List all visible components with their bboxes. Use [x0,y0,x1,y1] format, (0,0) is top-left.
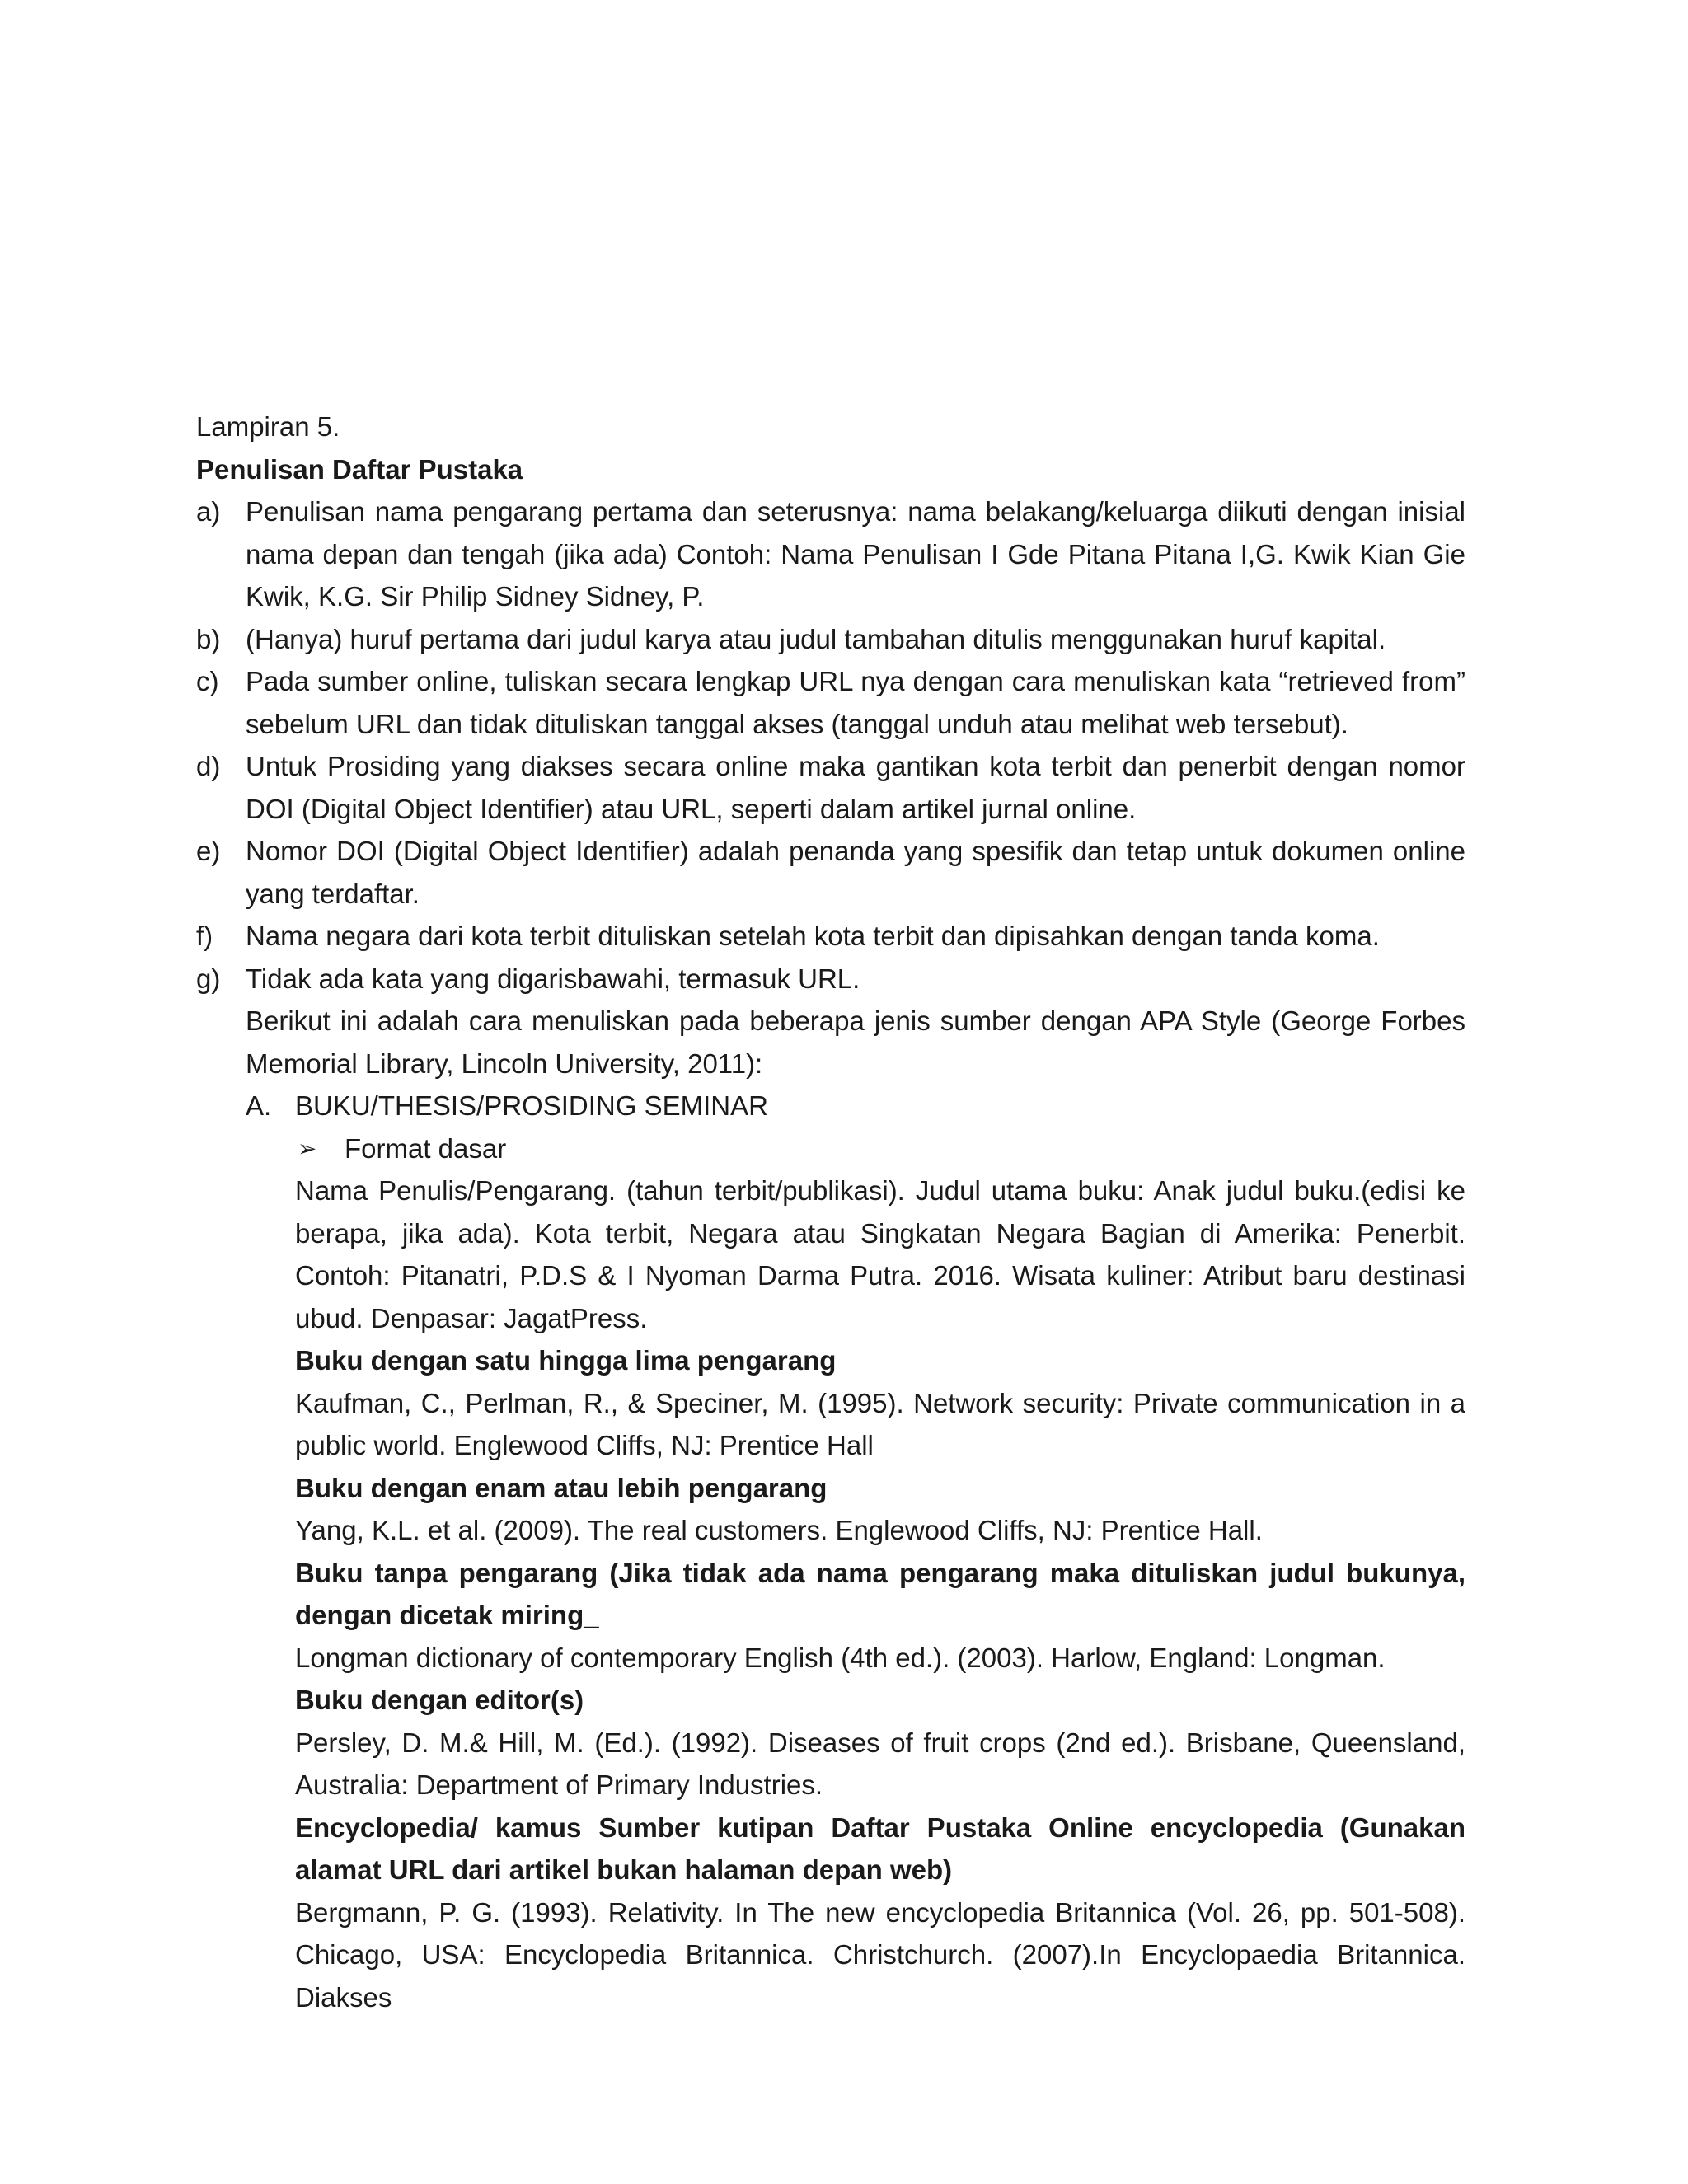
rule-marker: c) [196,666,219,696]
rule-marker: b) [196,623,221,654]
attachment-label: Lampiran 5. [196,411,340,442]
rule-text: Penulisan nama pengarang pertama dan seterusnya: nama belakang/keluarga diikuti dengan inisial nama depan dan tengah (jika ada) Contoh: Nama Penulisan I Gde Pitana Pitana I,G. Kwik Kian Gie Kwik, K.G. Sir Philip Sidney Sidney, P. [246,496,1465,612]
section-a-marker: A. [246,1090,272,1121]
example-heading: Buku dengan editor(s) [295,1685,584,1715]
rule-marker: a) [196,496,221,527]
rule-marker: f) [196,921,213,951]
format-bullet [196,1127,1465,1170]
page-content [196,405,1465,2018]
example-citation: Kaufman, C., Perlman, R., & Speciner, M. (1995). Network security: Private communication in a public world. Englewood Cliffs, NJ: Prentice Hall [295,1387,1465,1460]
rule-item-f [196,915,1465,958]
example-heading: Buku dengan enam atau lebih pengarang [295,1472,828,1503]
rule-item-e [196,830,1465,915]
example-heading: Buku dengan satu hingga lima pengarang [295,1345,837,1376]
example-heading: Buku tanpa pengarang (Jika tidak ada nama pengarang maka dituliskan judul bukunya, dengan dicetak miring_ [295,1557,1465,1630]
apa-intro-paragraph: Berikut ini adalah cara menuliskan pada beberapa jenis sumber dengan APA Style (George Forbes Memorial Library, Lincoln University, 2011): [246,1005,1465,1079]
section-a-heading [196,1085,1465,1127]
arrow-bullet-icon: ➢ [298,1134,317,1162]
section-title: Penulisan Daftar Pustaka [196,453,523,485]
rule-text: Nomor DOI (Digital Object Identifier) adalah penanda yang spesifik dan tetap untuk dokumen online yang terdaftar. [246,836,1465,909]
format-bullet-label: Format dasar [345,1132,507,1164]
rule-text: Pada sumber online, tuliskan secara lengkap URL nya dengan cara menuliskan kata “retrieved from” sebelum URL dan tidak dituliskan tanggal akses (tanggal unduh atau melihat web tersebut). [246,666,1465,739]
rule-item-c [196,660,1465,745]
example-heading: Encyclopedia/ kamus Sumber kutipan Daftar Pustaka Online encyclopedia (Gunakan alamat URL dari artikel bukan halaman depan web) [295,1811,1465,1885]
rule-item-d [196,745,1465,830]
rule-text: Tidak ada kata yang digarisbawahi, termasuk URL. [246,963,860,994]
example-citation: Persley, D. M.& Hill, M. (Ed.). (1992). Diseases of fruit crops (2nd ed.). Brisbane, Queensland, Australia: Department of Primary Industries. [295,1727,1465,1800]
rule-text: Untuk Prosiding yang diakses secara online maka gantikan kota terbit dan penerbit dengan nomor DOI (Digital Object Identifier) atau URL, seperti dalam artikel jurnal online. [246,751,1465,824]
rule-item-g [196,958,1465,1001]
example-citation: Yang, K.L. et al. (2009). The real customers. Englewood Cliffs, NJ: Prentice Hall. [295,1515,1263,1545]
example-citation: Bergmann, P. G. (1993). Relativity. In The new encyclopedia Britannica (Vol. 26, pp. 501-508). Chicago, USA: Encyclopedia Britannica. Christchurch. (2007).In Encyclopaedia Britannica. Diakses [295,1896,1465,2013]
rule-text: Nama negara dari kota terbit dituliskan setelah kota terbit dan dipisahkan dengan tanda koma. [246,921,1380,951]
rule-item-a [196,490,1465,618]
example-citation: Longman dictionary of contemporary English (4th ed.). (2003). Harlow, England: Longman. [295,1642,1386,1673]
format-description: Nama Penulis/Pengarang. (tahun terbit/publikasi). Judul utama buku: Anak judul buku.(edisi ke berapa, jika ada). Kota terbit, Negara atau Singkatan Negara Bagian di Amerika: Penerbit. Contoh: Pitanatri, P.D.S & I Nyoman Darma Putra. 2016. Wisata kuliner: Atribut baru destinasi ubud. Denpasar: JagatPress. [295,1175,1465,1333]
rule-marker: e) [196,836,221,866]
rule-item-b [196,618,1465,661]
section-a-title: BUKU/THESIS/PROSIDING SEMINAR [295,1090,768,1121]
rule-text: (Hanya) huruf pertama dari judul karya atau judul tambahan ditulis menggunakan huruf kapital. [246,623,1386,654]
rule-marker: d) [196,751,221,781]
rule-marker: g) [196,963,221,994]
